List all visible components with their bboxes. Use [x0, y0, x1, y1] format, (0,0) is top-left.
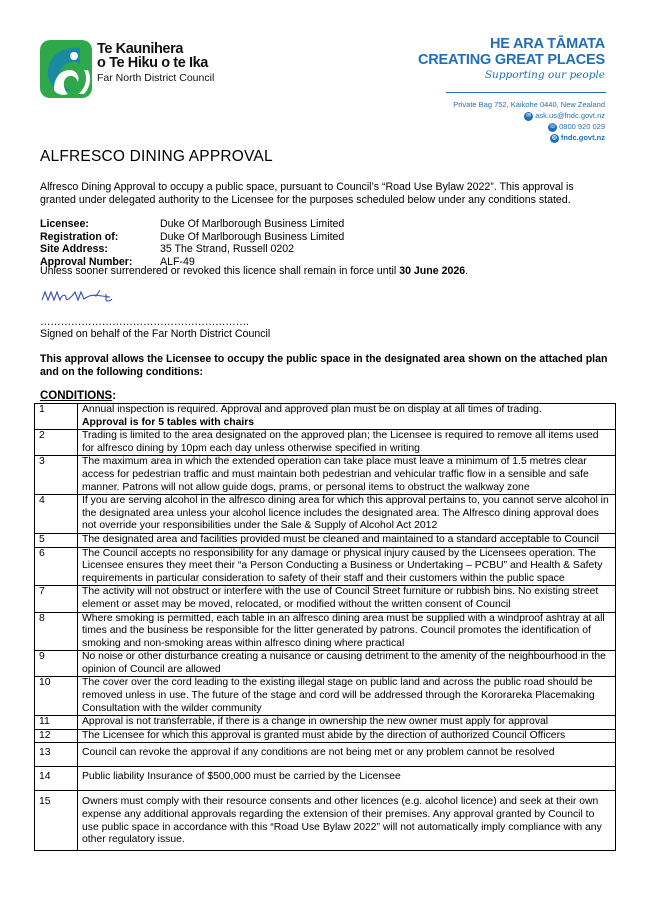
validity-prefix: Unless sooner surrendered or revoked this licence shall remain in force until	[40, 265, 400, 277]
council-logo-icon	[40, 40, 92, 98]
condition-text-bold: Approval is for 5 tables with chairs	[82, 416, 255, 428]
condition-number: 2	[35, 430, 78, 456]
phone-number[interactable]: 0800 920 029	[559, 122, 605, 131]
condition-text: Where smoking is permitted, each table in an alfresco dining area must be supplied with a windproof ashtray at all times and the business be responsible for the litter generated by patrons. Council promotes the identification of smoking and non-smoking areas within alfresco dining where practical	[78, 612, 616, 651]
table-row	[35, 791, 616, 851]
condition-number: 4	[35, 495, 78, 534]
condition-text: Trading is limited to the area designated on the approved plan; the Licensee is required to remove all items used for alfresco dining by 10pm each day unless otherwise specified in writing	[78, 430, 616, 456]
approval-statement: This approval allows the Licensee to occupy the public space in the designated area shown on the attached plan and on the following conditions:	[40, 353, 608, 378]
conditions-heading	[40, 390, 116, 402]
detail-label: Site Address:	[40, 243, 108, 256]
postal-address: Private Bag 752, Kaikohe 0440, New Zealand	[453, 100, 605, 109]
table-row	[35, 677, 616, 716]
phone-icon: ☏	[548, 123, 557, 130]
table-row	[35, 767, 616, 791]
detail-value: Duke Of Marlborough Business Limited	[160, 218, 345, 230]
tagline-english: CREATING GREAT PLACES	[418, 52, 605, 68]
condition-text: Public liability Insurance of $500,000 must be carried by the Licensee	[78, 767, 616, 791]
condition-text-body: Annual inspection is required. Approval and approved plan must be on display at all times of trading.	[82, 404, 542, 415]
website-link[interactable]: fndc.govt.nz	[560, 133, 605, 142]
condition-number: 7	[35, 586, 78, 612]
condition-text: Council can revoke the approval if any conditions are not being met or any problem cannot be resolved	[78, 743, 616, 767]
licence-details	[40, 218, 344, 268]
globe-icon: ◎	[551, 134, 557, 141]
table-row	[35, 743, 616, 767]
table-row	[35, 495, 616, 534]
table-row	[35, 404, 616, 430]
detail-value: Duke Of Marlborough Business Limited	[160, 230, 345, 243]
header-rule	[446, 92, 606, 93]
detail-label: Registration of:	[40, 230, 119, 243]
council-name-line3: Far North District Council	[97, 72, 215, 84]
condition-text: Owners must comply with their resource consents and other licences (e.g. alcohol licence) and seek at their own expense any additional approvals regarding the extension of their premises. Any approval granted by Council to use public space in accordance with this “Road Use Bylaw 2022” will not automatically imply compliance with any other regulatory issue.	[78, 791, 616, 851]
condition-text: The Licensee for which this approval is granted must abide by the direction of authorized Council Officers	[78, 729, 616, 743]
conditions-table	[34, 403, 616, 851]
table-row	[35, 651, 616, 677]
conditions-heading-text: CONDITIONS	[40, 390, 113, 402]
email-link[interactable]: ask.us@fndc.govt.nz	[535, 111, 605, 120]
detail-row-licensee	[40, 218, 344, 231]
detail-row-registration	[40, 231, 344, 244]
table-row	[35, 612, 616, 651]
table-row	[35, 456, 616, 495]
condition-number: 10	[35, 677, 78, 716]
table-row	[35, 430, 616, 456]
table-row	[35, 586, 616, 612]
condition-number: 6	[35, 547, 78, 586]
detail-label: Approval Number:	[40, 255, 133, 268]
condition-text: The maximum area in which the extended operation can take place must leave a minimum of 1.5 metres clear access for pedestrian traffic and must maintain both pedestrian and vehicular traffic flow in a sensible and safe manner. Patrons will not allow guide dogs, prams, or personal items to obstruct the walkway zone	[78, 456, 616, 495]
condition-number: 14	[35, 767, 78, 791]
conditions-heading-colon: :	[112, 390, 117, 402]
condition-number: 12	[35, 729, 78, 743]
condition-text: No noise or other disturbance creating a nuisance or causing detriment to the amenity of the neighbourhood in the opinion of Council are allowed	[78, 651, 616, 677]
council-name-line1: Te Kaunihera	[97, 41, 183, 57]
detail-row-site-address	[40, 243, 344, 256]
detail-value: ALF-49	[160, 255, 195, 268]
condition-number: 9	[35, 651, 78, 677]
condition-text: The Council accepts no responsibility for any damage or physical injury caused by the Licensees operation. The Licensee ensures they meet their “a Person Conducting a Business or Undertaking – PCBU” and Health & Safety requirements in particular consideration to safety of their staff and their customers within the public space	[78, 547, 616, 586]
handwritten-signature	[40, 286, 120, 306]
detail-value: 35 The Strand, Russell 0202	[160, 243, 295, 256]
table-row	[35, 533, 616, 547]
condition-number: 5	[35, 533, 78, 547]
condition-number: 8	[35, 612, 78, 651]
condition-text: The cover over the cord leading to the existing illegal stage on public land and across the public road should be removed unless in use. The future of the stage and cord will be addressed through the Kororareka Placemaking Consultation with the wilder community	[78, 677, 616, 716]
condition-number: 3	[35, 456, 78, 495]
condition-text	[78, 404, 616, 430]
validity-suffix: .	[465, 265, 469, 277]
email-icon: ✉	[526, 112, 532, 119]
condition-text: The designated area and facilities provided must be cleaned and maintained to a standard acceptable to Council	[78, 533, 616, 547]
page-title: ALFRESCO DINING APPROVAL	[40, 148, 273, 165]
signature-line: …………………………………………………….	[40, 316, 249, 328]
detail-label: Licensee:	[40, 218, 89, 230]
condition-number: 1	[35, 404, 78, 430]
table-row	[35, 716, 616, 730]
table-row	[35, 547, 616, 586]
condition-number: 11	[35, 716, 78, 730]
council-name	[97, 42, 214, 85]
condition-text: If you are serving alcohol in the alfresco dining area for which this approval pertains to, you cannot serve alcohol in the designated area unless your alcohol licence includes the designated area. The Alfresco dining approval does not override your responsibilities under the Sale & Supply of Alcohol Act 2012	[78, 495, 616, 534]
contact-block	[453, 99, 605, 143]
tagline-block	[418, 36, 605, 82]
signed-by: Signed on behalf of the Far North District Council	[40, 328, 271, 340]
intro-paragraph: Alfresco Dining Approval to occupy a public space, pursuant to Council’s “Road Use Bylaw 2022”. This approval is granted under delegated authority to the Licensee for the purposes scheduled below under any conditions stated.	[40, 181, 574, 206]
expiry-date: 30 June 2026	[399, 265, 466, 277]
condition-text: The activity will not obstruct or interfere with the use of Council Street furniture or rubbish bins. No existing street element or asset may be moved, relocated, or modified without the written consent of Council	[78, 586, 616, 612]
council-name-line2: o Te Hiku o te Ika	[97, 55, 208, 71]
condition-text: Approval is not transferrable, if there is a change in ownership the new owner must apply for approval	[78, 716, 616, 730]
tagline-maori: HE ARA TĀMATA	[490, 36, 605, 52]
table-row	[35, 729, 616, 743]
validity-statement	[40, 265, 468, 277]
tagline-sub: Supporting our people	[484, 69, 605, 81]
condition-number: 13	[35, 743, 78, 767]
condition-number: 15	[35, 791, 78, 851]
